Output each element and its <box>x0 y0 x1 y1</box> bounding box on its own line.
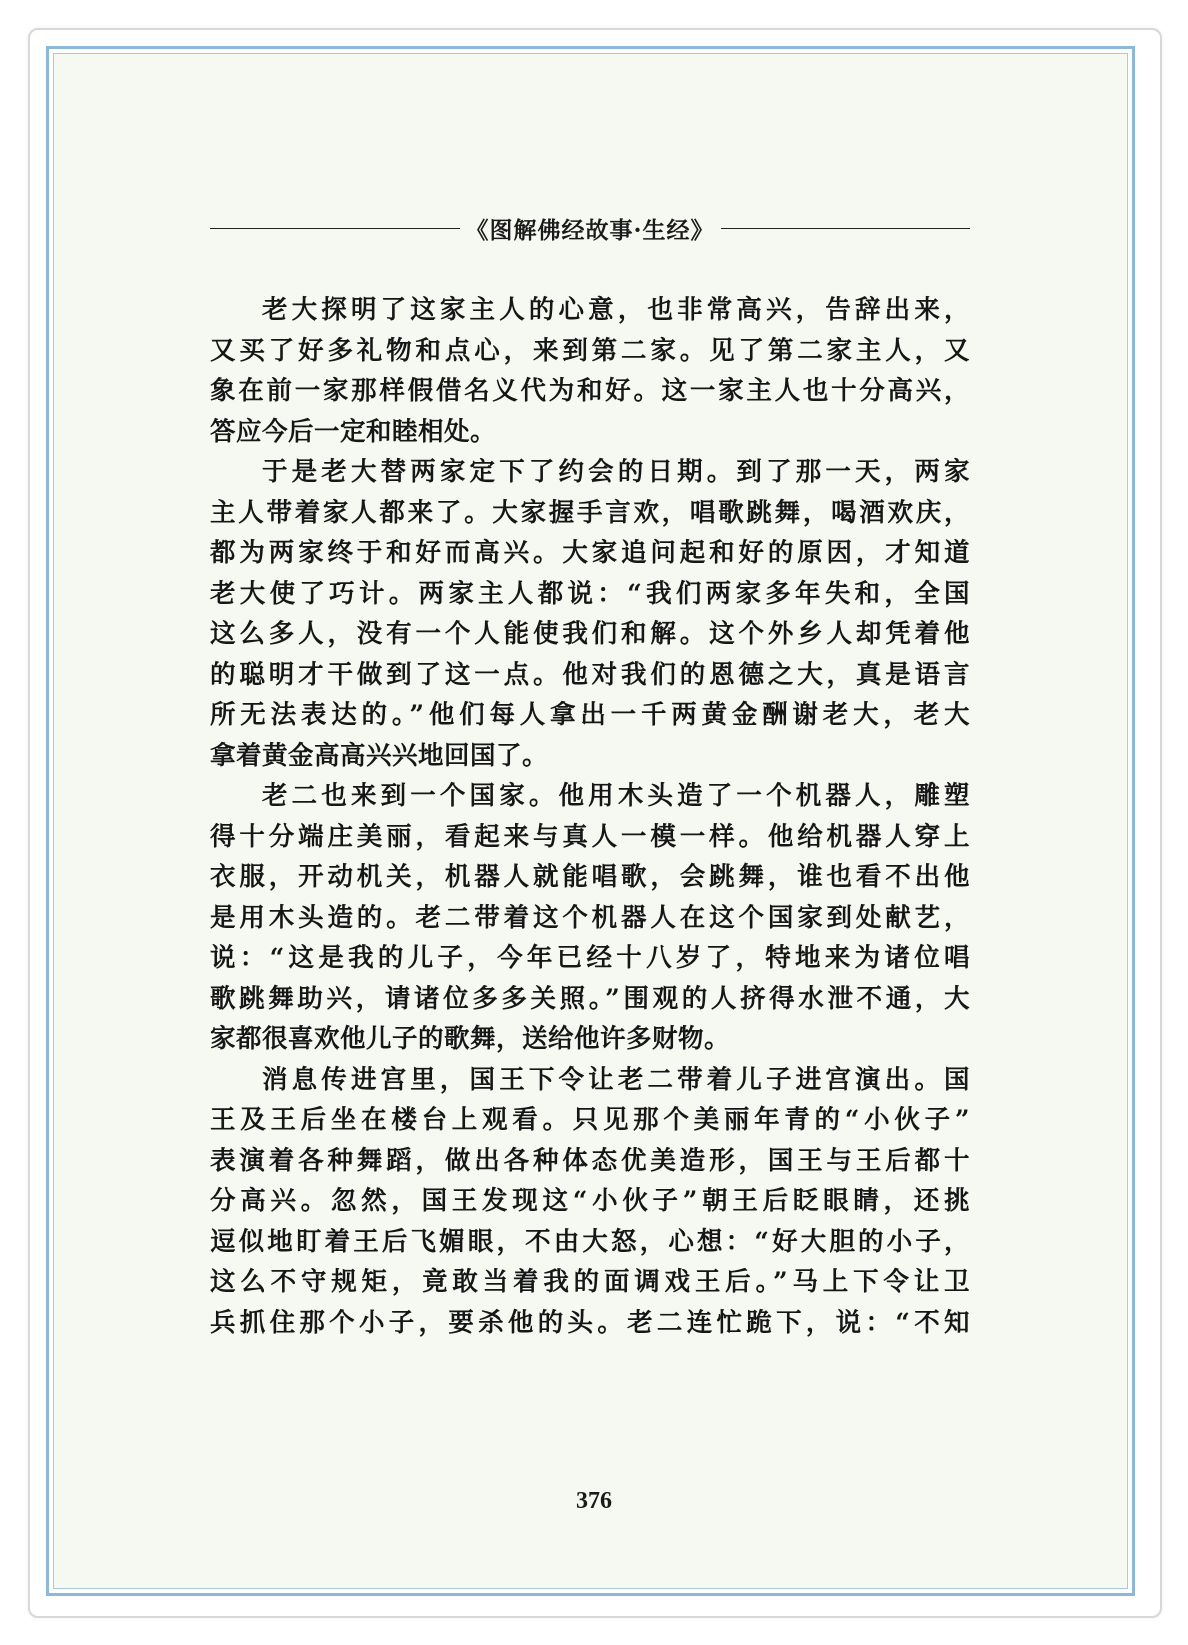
text-line: 家都很喜欢他儿子的歌舞，送给他许多财物。 <box>210 1024 731 1054</box>
page-number: 376 <box>576 1488 612 1514</box>
text-line: 象在前一家那样假借名义代为和好。这一家主人也十分高兴， <box>210 376 970 406</box>
text-line: 得十分端庄美丽，看起来与真人一模一样。他给机器人穿上 <box>210 821 970 852</box>
text-line: 于是老大替两家定下了约会的日期。到了那一天，两家 <box>262 457 970 487</box>
text-line: 都为两家终于和好而高兴。大家追问起和好的原因，才知道 <box>210 538 970 568</box>
text-line: 兵抓住那个小子，要杀他的头。老二连忙跪下，说：“不知 <box>210 1307 970 1338</box>
text-line: 表演着各种舞蹈，做出各种体态优美造形，国王与王后都十 <box>210 1145 970 1176</box>
text-line: 是用木头造的。老二带着这个机器人在这个国家到处献艺， <box>210 902 970 933</box>
text-line: 王及王后坐在楼台上观看。只见那个美丽年青的“小伙子” <box>210 1105 970 1135</box>
body-text <box>210 290 970 1343</box>
running-head-left-rule <box>210 228 460 229</box>
text-line: 又买了好多礼物和点心，来到第二家。见了第二家主人，又 <box>210 335 970 366</box>
text-line: 分高兴。忽然，国王发现这“小伙子”朝王后眨眼睛，还挑 <box>210 1186 970 1216</box>
text-line: 所无法表达的。”他们每人拿出一千两黄金酬谢老大，老大 <box>210 700 970 730</box>
text-line: 这么不守规矩，竟敢当着我的面调戏王后。”马上下令让卫 <box>210 1267 970 1297</box>
text-line: 的聪明才干做到了这一点。他对我们的恩德之大，真是语言 <box>210 659 970 690</box>
text-line: 老大使了巧计。两家主人都说：“我们两家多年失和，全国 <box>210 578 970 609</box>
text-line: 消息传进宫里，国王下令让老二带着儿子进宫演出。国 <box>262 1064 970 1095</box>
text-line: 拿着黄金高高兴兴地回国了。 <box>210 740 549 771</box>
text-line: 这么多人，没有一个人能使我们和解。这个外乡人却凭着他 <box>210 619 970 649</box>
text-line: 老大探明了这家主人的心意，也非常高兴，告辞出来， <box>262 295 970 325</box>
running-head-title: 《图解佛经故事·生经》 <box>465 216 715 244</box>
text-line: 衣服，开动机关，机器人就能唱歌，会跳舞，谁也看不出他 <box>210 862 970 892</box>
running-head <box>210 208 970 248</box>
text-line: 逗似地盯着王后飞媚眼，不由大怒，心想：“好大胆的小子， <box>210 1226 970 1257</box>
text-line: 老二也来到一个国家。他用木头造了一个机器人，雕塑 <box>262 781 970 811</box>
text-line: 主人带着家人都来了。大家握手言欢，唱歌跳舞，喝酒欢庆， <box>210 497 970 528</box>
text-line: 说：“这是我的儿子，今年已经十八岁了，特地来为诸位唱 <box>210 943 970 973</box>
running-head-right-rule <box>721 228 971 229</box>
text-line: 答应今后一定和睦相处。 <box>210 416 497 447</box>
text-line: 歌跳舞助兴，请诸位多多关照。”围观的人挤得水泄不通，大 <box>210 983 970 1014</box>
